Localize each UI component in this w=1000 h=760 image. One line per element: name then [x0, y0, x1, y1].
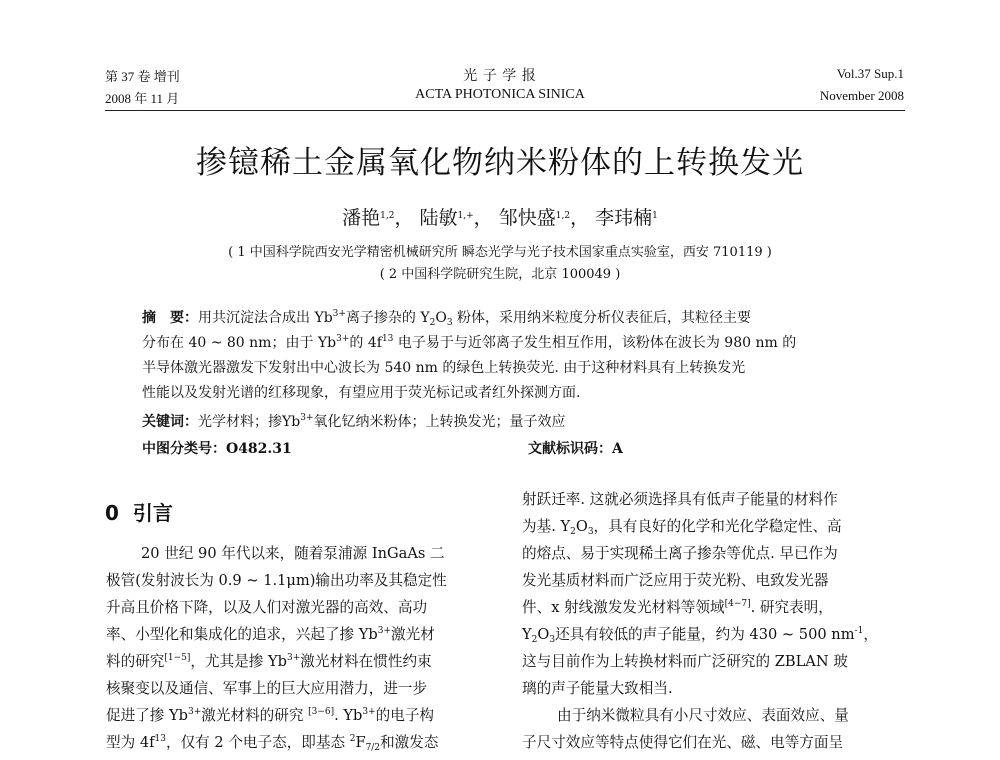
header-rule	[105, 110, 905, 111]
section-number: 0	[105, 501, 119, 525]
abstract-line-2: 分布在 40 ~ 80 nm；由于 $Yb^{3+}$的 $4f^{13}$ 电子易于与近邻离子发生相互作用，该粉体在波长为 980 nm 的	[142, 334, 797, 351]
abstract-line-4: 性能以及发射光谱的红移现象，有望应用于荧光标记或者红外探测方面.	[142, 385, 581, 401]
left-line-8: 型为 $4f^{13}$，仅有 2 个电子态，即基态 $^2F_{7/2}$和激发态	[106, 734, 439, 753]
journal-volume-en: Vol.37 Sup.1	[836, 66, 904, 81]
affiliation-2: ( 2 中国科学院研究生院，北京 100049 )	[379, 267, 621, 282]
right-line-10: 子尺寸效应等特点使得它们在光、磁、电等方面呈	[522, 734, 844, 751]
journal-name-cn: 光 子 学 报	[463, 69, 537, 84]
left-line-1: 20 世纪 90 年代以来，随着泵浦源 InGaAs 二	[141, 545, 445, 562]
left-line-6: 核聚变以及通信、军事上的巨大应用潜力，进一步	[106, 680, 428, 697]
right-line-7: 这与目前作为上转换材料而广泛研究的 ZBLAN 玻	[522, 653, 848, 670]
left-line-2: 极管(发射波长为 0.9 ~ 1.1μm)输出功率及其稳定性	[106, 572, 447, 589]
author-3: 邹快盛	[498, 207, 556, 229]
left-line-4: 率、小型化和集成化的追求，兴起了掺 $Yb^{3+}$激光材	[106, 626, 435, 643]
abstract-line-3: 半导体激光器激发下发射出中心波长为 540 nm 的绿色上转换荧光. 由于这种材料具有上转换发光	[142, 360, 746, 376]
affiliation-1: ( 1 中国科学院西安光学精密机械研究所 瞬态光学与光子技术国家重点实验室，西安 710119 )	[228, 245, 772, 260]
right-line-1: 射跃迁率. 这就必须选择具有低声子能量的材料作	[522, 491, 838, 508]
author-1: 潘艳	[342, 207, 381, 229]
right-line-8: 璃的声子能量大致相当.	[522, 680, 673, 697]
left-line-5: 料的研究[1−5]，尤其是掺 $Yb^{3+}$激光材料在惯性约束	[106, 653, 432, 670]
abstract-line-1: 摘 要：用共沉淀法合成出 $Yb^{3+}$离子掺杂的 $Y_2O_3$ 粉体，采用纳米粒度分析仪表征后，其粒径主要	[142, 309, 752, 328]
author-4: 李玮楠	[595, 207, 653, 229]
journal-volume: 第 37 卷 增刊	[105, 69, 180, 84]
right-line-9: 由于纳米微粒具有小尺寸效应、表面效应、量	[557, 707, 849, 724]
right-line-2: 为基. $Y_2O_3$，具有良好的化学和光化学稳定性、高	[522, 518, 842, 537]
section-heading	[105, 497, 173, 526]
journal-date: 2008 年 11 月	[105, 91, 180, 106]
keywords: 关键词：光学材料；掺$Yb^{3+}$氧化钇纳米粉体；上转换发光；量子效应	[142, 413, 566, 430]
keywords-label: 关键词：	[142, 414, 198, 430]
right-line-3: 的熔点、易于实现稀土离子掺杂等优点. 早已作为	[522, 545, 838, 562]
right-line-4: 发光基质材料而广泛应用于荧光粉、电致发光器	[522, 572, 829, 589]
right-line-5: 件、x 射线激发发光材料等领域[4−7]. 研究表明，	[522, 599, 833, 616]
journal-date-en: November 2008	[819, 88, 904, 103]
left-line-3: 升高且价格下降，以及人们对激光器的高效、高功	[106, 599, 428, 616]
document-code: 文献标识码：A	[528, 441, 623, 457]
author-2: 陆敏	[419, 207, 458, 229]
clc-number: 中图分类号：O482.31	[142, 441, 292, 457]
abstract-label: 摘 要：	[142, 310, 198, 326]
right-line-6: $Y_2O_3$还具有较低的声子能量，约为 430 ~ 500 $nm^{-1}$，	[522, 626, 878, 645]
left-line-7: 促进了掺 $Yb^{3+}$激光材料的研究 [3−6]. $Yb^{3+}$的电子构	[106, 707, 435, 724]
paper-title: 掺镱稀土金属氧化物纳米粉体的上转换发光	[196, 145, 804, 181]
journal-name-en: ACTA PHOTONICA SINICA	[415, 87, 585, 102]
section-title: 引言	[132, 501, 173, 525]
author-list: 潘艳$^{1,2}$， 陆敏$^{1,+}$， 邹快盛$^{1,2}$， 李玮楠$^1$	[342, 207, 658, 229]
